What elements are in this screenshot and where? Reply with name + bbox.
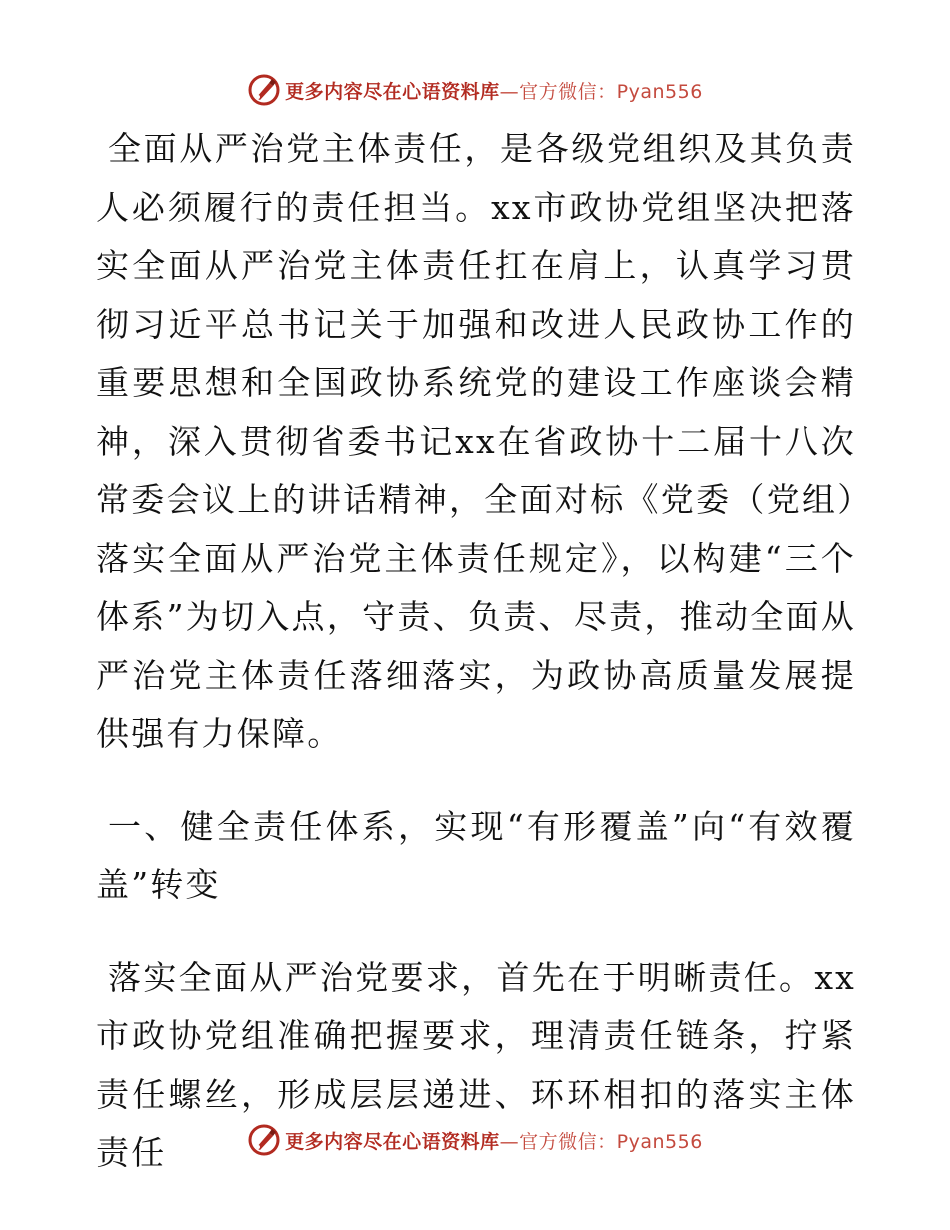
watermark-sub: —官方微信：Pyan556	[499, 1130, 703, 1153]
watermark-text	[285, 77, 703, 104]
paragraph-section-1: 落实全面从严治党要求，首先在于明晰责任。xx市政协党组准确把握要求，理清责任链条，拧紧责任螺丝，形成层层递进、环环相扣的落实主体责任	[96, 957, 856, 1172]
paragraph-intro: 全面从严治党主体责任，是各级党组织及其负责人必须履行的责任担当。xx市政协党组坚决把落实全面从严治党主体责任扛在肩上，认真学习贯彻习近平总书记关于加强和改进人民政协工作的重要思想和全国政协系统党的建设工作座谈会精神，深入贯彻省委书记xx在省政协十二届十八次常委会议上的讲话精神，全面对标《党委（党组）落实全面从严治党主体责任规定》，以构建“三个体系”为切入点，守责、负责、尽责，推动全面从严治党主体责任落细落实，为政协高质量发展提供强有力保障。	[96, 129, 856, 753]
document-body	[96, 120, 856, 1183]
header-watermark	[0, 70, 950, 110]
watermark-main: 更多内容尽在心语资料库	[285, 1130, 500, 1153]
watermark-text	[285, 1127, 703, 1154]
watermark-sub: —官方微信：Pyan556	[499, 80, 703, 103]
pen-logo-icon	[247, 1123, 281, 1157]
watermark-main: 更多内容尽在心语资料库	[285, 80, 500, 103]
pen-logo-icon	[247, 73, 281, 107]
footer-watermark	[0, 1120, 950, 1160]
section-heading-1: 一、健全责任体系，实现“有形覆盖”向“有效覆盖”转变	[96, 806, 856, 904]
